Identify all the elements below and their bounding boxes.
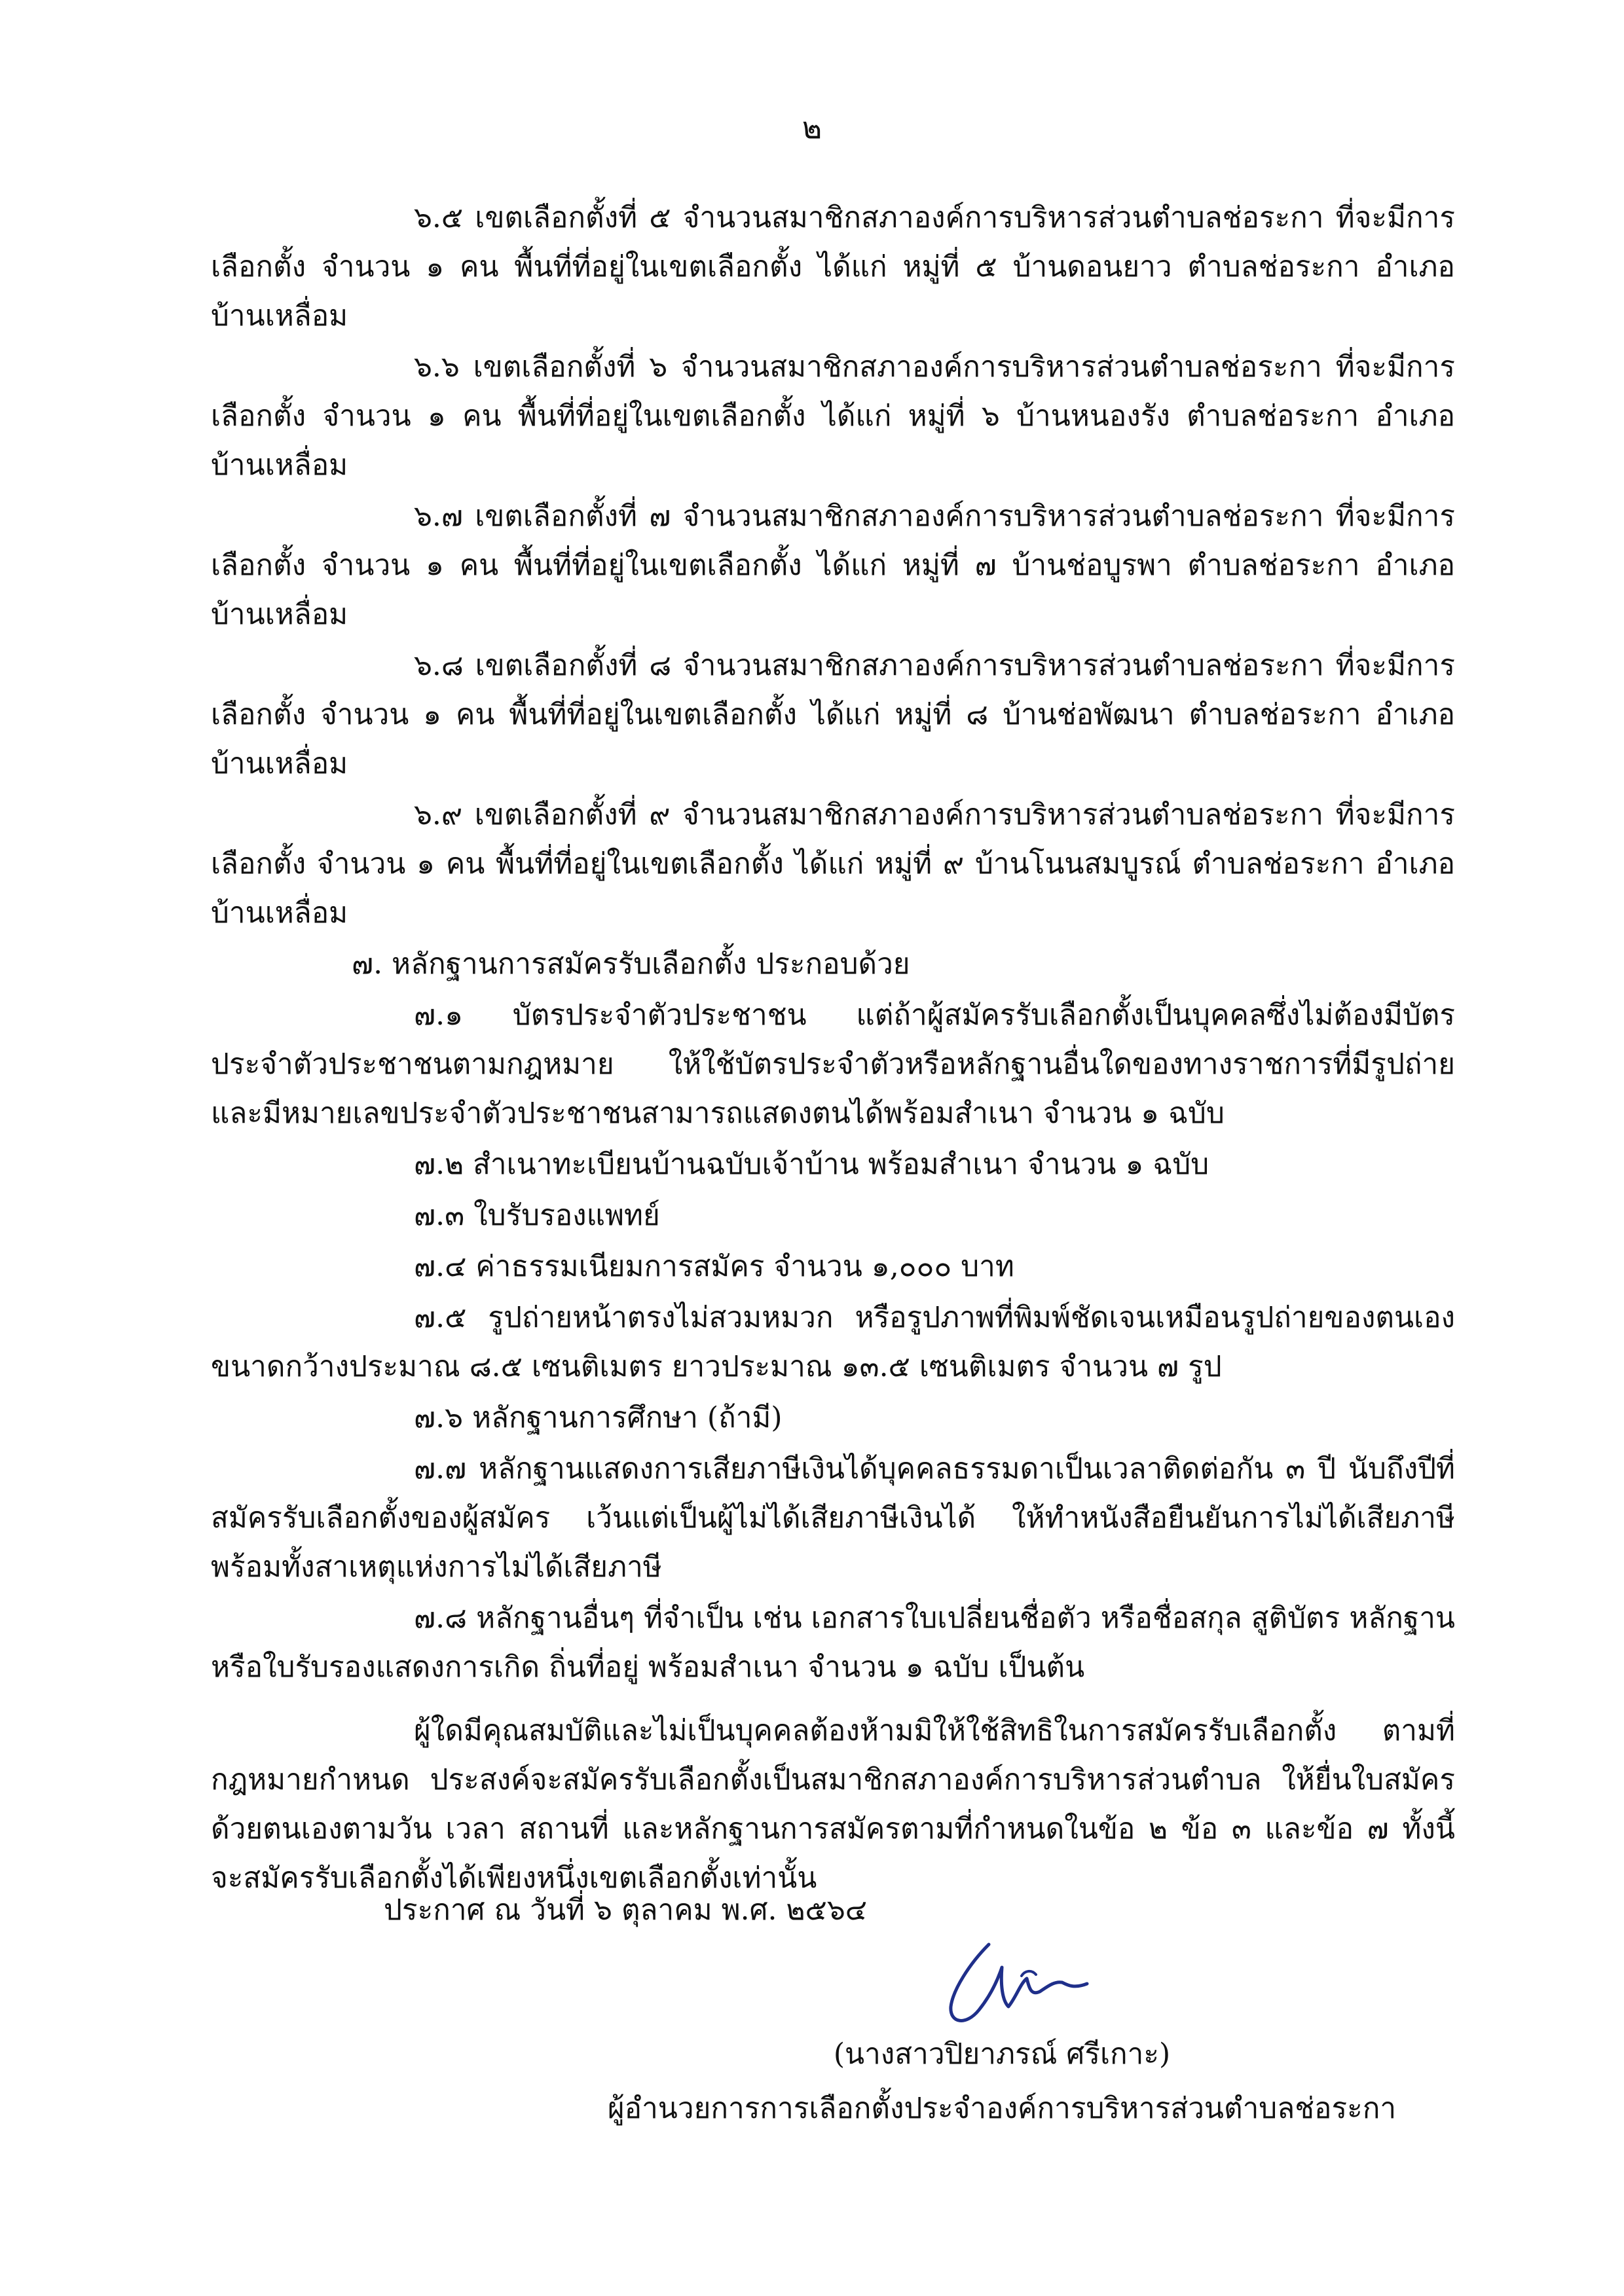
paragraph-7-2: ๗.๒ สำเนาทะเบียนบ้านฉบับเจ้าบ้าน พร้อมสำเนา จำนวน ๑ ฉบับ bbox=[414, 1148, 1209, 1181]
page-number: ๒ bbox=[802, 110, 822, 145]
paragraph-6-8: ๖.๘ เขตเลือกตั้งที่ ๘ จำนวนสมาชิกสภาองค์การบริหารส่วนตำบลช่อระกา ที่จะมีการเลือกตั้ง จำนวน ๑ คน พื้นที่ที่อยู่ในเขตเลือกตั้ง ได้แก่ หมู่ที่ ๘ บ้านช่อพัฒนา ตำบลช่อระกา อำเภอบ้านเหลื่อม bbox=[211, 649, 1455, 780]
closing-paragraph: ผู้ใดมีคุณสมบัติและไม่เป็นบุคคลต้องห้ามมิให้ใช้สิทธิในการสมัครรับเลือกตั้ง ตามที่กฎหมายกำหนด ประสงค์จะสมัครรับเลือกตั้งเป็นสมาชิกสภาองค์การบริหารส่วนตำบล ให้ยื่นใบสมัครด้วยตนเองตามวัน เวลา สถานที่ และหลักฐานการสมัครตามที่กำหนดในข้อ ๒ ข้อ ๓ และข้อ ๗ ทั้งนี้ จะสมัครรับเลือกตั้งได้เพียงหนึ่งเขตเลือกตั้งเท่านั้น bbox=[211, 1714, 1455, 1895]
announcement-date: ประกาศ ณ วันที่ ๖ ตุลาคม พ.ศ. ๒๕๖๔ bbox=[384, 1893, 868, 1927]
paragraph-6-9: ๖.๙ เขตเลือกตั้งที่ ๙ จำนวนสมาชิกสภาองค์การบริหารส่วนตำบลช่อระกา ที่จะมีการเลือกตั้ง จำนวน ๑ คน พื้นที่ที่อยู่ในเขตเลือกตั้ง ได้แก่ หมู่ที่ ๙ บ้านโนนสมบูรณ์ ตำบลช่อระกา อำเภอบ้านเหลื่อม bbox=[211, 798, 1455, 930]
section-7-heading: ๗. หลักฐานการสมัครรับเลือกตั้ง ประกอบด้วย bbox=[352, 947, 910, 981]
signer-position: ผู้อำนวยการการเลือกตั้งประจำองค์การบริหารส่วนตำบลช่อระกา bbox=[607, 2092, 1397, 2125]
paragraph-7-7: ๗.๗ หลักฐานแสดงการเสียภาษีเงินได้บุคคลธรรมดาเป็นเวลาติดต่อกัน ๓ ปี นับถึงปีที่สมัครรับเลือกตั้งของผู้สมัคร เว้นแต่เป็นผู้ไม่ได้เสียภาษีเงินได้ ให้ทำหนังสือยืนยันการไม่ได้เสียภาษีพร้อมทั้งสาเหตุแห่งการไม่ได้เสียภาษี bbox=[211, 1452, 1455, 1584]
paragraph-6-6: ๖.๖ เขตเลือกตั้งที่ ๖ จำนวนสมาชิกสภาองค์การบริหารส่วนตำบลช่อระกา ที่จะมีการเลือกตั้ง จำนวน ๑ คน พื้นที่ที่อยู่ในเขตเลือกตั้ง ได้แก่ หมู่ที่ ๖ บ้านหนองรัง ตำบลช่อระกา อำเภอบ้านเหลื่อม bbox=[211, 350, 1455, 482]
paragraph-6-5: ๖.๕ เขตเลือกตั้งที่ ๕ จำนวนสมาชิกสภาองค์การบริหารส่วนตำบลช่อระกา ที่จะมีการเลือกตั้ง จำนวน ๑ คน พื้นที่ที่อยู่ในเขตเลือกตั้ง ได้แก่ หมู่ที่ ๕ บ้านดอนยาว ตำบลช่อระกา อำเภอบ้านเหลื่อม bbox=[211, 201, 1455, 333]
paragraph-7-3: ๗.๓ ใบรับรองแพทย์ bbox=[414, 1199, 660, 1232]
paragraph-6-7: ๖.๗ เขตเลือกตั้งที่ ๗ จำนวนสมาชิกสภาองค์การบริหารส่วนตำบลช่อระกา ที่จะมีการเลือกตั้ง จำนวน ๑ คน พื้นที่ที่อยู่ในเขตเลือกตั้ง ได้แก่ หมู่ที่ ๗ บ้านช่อบูรพา ตำบลช่อระกา อำเภอบ้านเหลื่อม bbox=[211, 500, 1455, 631]
paragraph-7-8: ๗.๘ หลักฐานอื่นๆ ที่จำเป็น เช่น เอกสารใบเปลี่ยนชื่อตัว หรือชื่อสกุล สูติบัตร หลักฐานหรือใบรับรองแสดงการเกิด ถิ่นที่อยู่ พร้อมสำเนา จำนวน ๑ ฉบับ เป็นต้น bbox=[211, 1601, 1455, 1684]
paragraph-7-1: ๗.๑ บัตรประจำตัวประชาชน แต่ถ้าผู้สมัครรับเลือกตั้งเป็นบุคคลซึ่งไม่ต้องมีบัตรประจำตัวประชาชนตามกฎหมาย ให้ใช้บัตรประจำตัวหรือหลักฐานอื่นใดของทางราชการที่มีรูปถ่าย และมีหมายเลขประจำตัวประชาชนสามารถแสดงตนได้พร้อมสำเนา จำนวน ๑ ฉบับ bbox=[211, 998, 1455, 1130]
paragraph-7-6: ๗.๖ หลักฐานการศึกษา (ถ้ามี) bbox=[414, 1401, 783, 1434]
signer-name: (นางสาวปิยาภรณ์ ศรีเกาะ) bbox=[833, 2037, 1171, 2071]
paragraph-7-4: ๗.๔ ค่าธรรมเนียมการสมัคร จำนวน ๑,๐๐๐ บาท bbox=[414, 1250, 1014, 1283]
paragraph-7-5: ๗.๕ รูปถ่ายหน้าตรงไม่สวมหมวก หรือรูปภาพที่พิมพ์ชัดเจนเหมือนรูปถ่ายของตนเองขนาดกว้างประมาณ ๘.๕ เซนติเมตร ยาวประมาณ ๑๓.๕ เซนติเมตร จำนวน ๗ รูป bbox=[211, 1301, 1455, 1383]
document-body bbox=[211, 193, 1455, 1904]
